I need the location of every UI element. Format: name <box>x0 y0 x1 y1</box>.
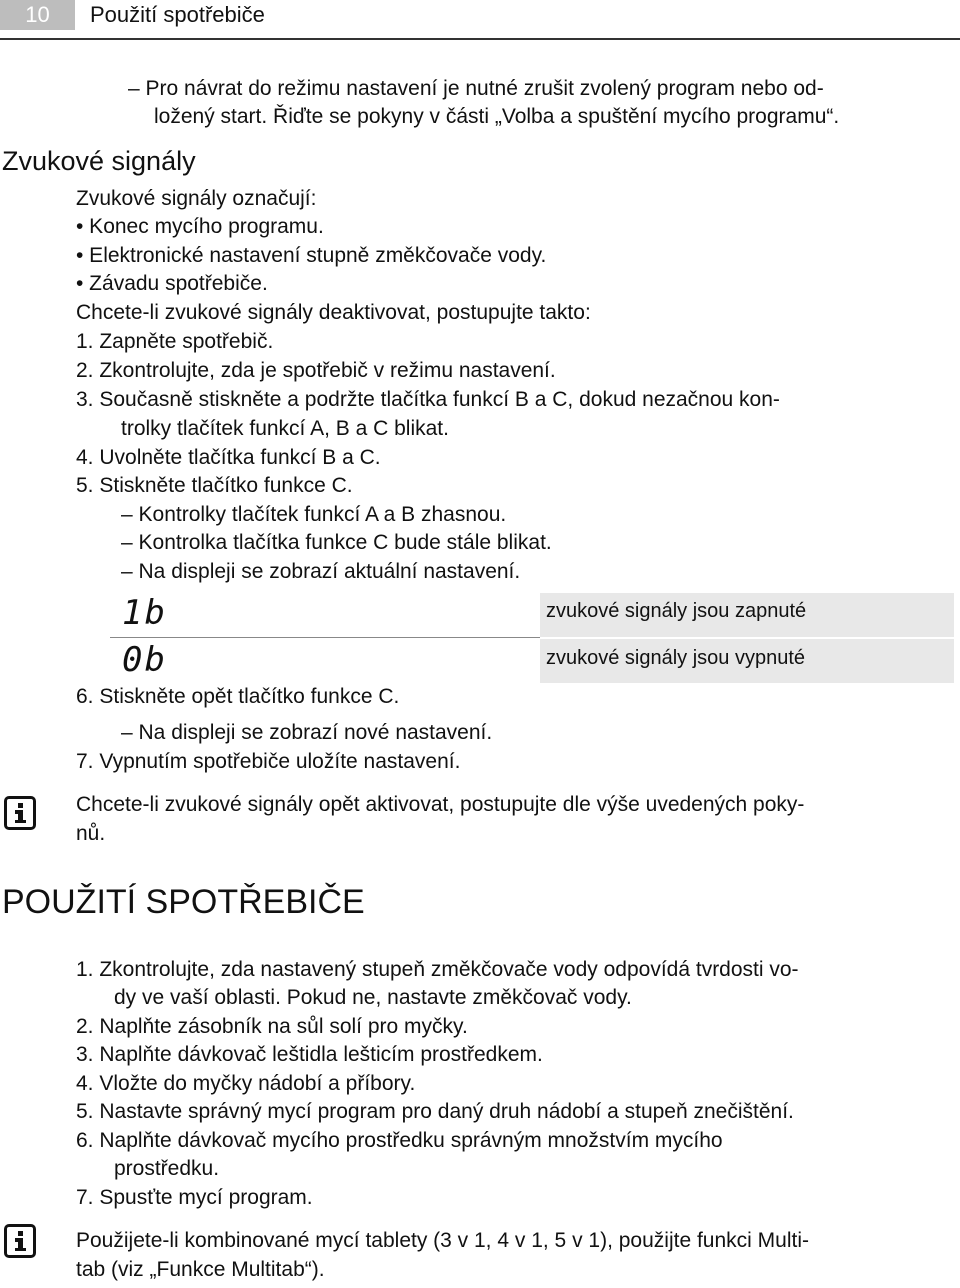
page-number: 10 <box>0 0 75 30</box>
display-desc-on: zvukové signály jsou zapnuté <box>546 600 807 622</box>
intro-line-2: ložený start. Řiďte se pokyny v části „Volba a spuštění mycího programu“. <box>154 105 840 128</box>
info-icon <box>4 1224 36 1258</box>
sound-step-5: 5. Stiskněte tlačítko funkce C. <box>76 474 353 497</box>
display-code-on: 1b <box>122 593 167 633</box>
sound-bullet-1: • Konec mycího programu. <box>76 215 324 238</box>
usage-step-6-line-2: prostředku. <box>114 1157 220 1180</box>
table-divider <box>110 637 540 638</box>
sound-step-1: 1. Zapněte spotřebič. <box>76 330 274 353</box>
sound-lead: Zvukové signály označují: <box>76 187 317 210</box>
display-desc-off: zvukové signály jsou vypnuté <box>546 647 806 669</box>
sound-step-7: 7. Vypnutím spotřebiče uložíte nastavení. <box>76 750 461 773</box>
sound-step-2: 2. Zkontrolujte, zda je spotřebič v režimu nastavení. <box>76 359 556 382</box>
display-code-off: 0b <box>122 640 167 680</box>
usage-step-5: 5. Nastavte správný mycí program pro daný druh nádobí a stupeň znečištění. <box>76 1100 794 1123</box>
sound-step-6: 6. Stiskněte opět tlačítko funkce C. <box>76 685 400 708</box>
sound-step-5-dash-2: – Kontrolka tlačítka funkce C bude stále blikat. <box>121 531 552 554</box>
running-header-title: Použití spotřebiče <box>90 2 265 27</box>
header-divider <box>0 38 960 40</box>
usage-step-6-line-1: 6. Naplňte dávkovač mycího prostředku správným množstvím mycího <box>76 1129 723 1152</box>
intro-line-1: – Pro návrat do režimu nastavení je nutné zrušit zvolený program nebo od- <box>128 77 824 100</box>
sound-step-6-dash: – Na displeji se zobrazí nové nastavení. <box>121 721 493 744</box>
usage-step-1-line-1: 1. Zkontrolujte, zda nastavený stupeň změkčovače vody odpovídá tvrdosti vo- <box>76 958 799 981</box>
usage-step-2: 2. Naplňte zásobník na sůl solí pro myčky. <box>76 1015 468 1038</box>
sound-step-4: 4. Uvolněte tlačítka funkcí B a C. <box>76 446 381 469</box>
sound-step-5-dash-1: – Kontrolky tlačítek funkcí A a B zhasnou. <box>121 503 507 526</box>
usage-step-7: 7. Spusťte mycí program. <box>76 1186 313 1209</box>
sound-bullet-2: • Elektronické nastavení stupně změkčovače vody. <box>76 244 547 267</box>
sound-bullet-3: • Závadu spotřebiče. <box>76 272 268 295</box>
usage-step-3: 3. Naplňte dávkovač leštidla lešticím prostředkem. <box>76 1043 543 1066</box>
sound-step-5-dash-3: – Na displeji se zobrazí aktuální nastavení. <box>121 560 521 583</box>
sound-note-line-2: nů. <box>76 822 106 845</box>
sound-step-3-line-1: 3. Současně stiskněte a podržte tlačítka funkcí B a C, dokud nezačnou kon- <box>76 388 780 411</box>
usage-step-1-line-2: dy ve vaší oblasti. Pokud ne, nastavte změkčovač vody. <box>114 986 632 1009</box>
sound-deactivate-intro: Chcete-li zvukové signály deaktivovat, postupujte takto: <box>76 301 591 324</box>
sound-note-line-1: Chcete-li zvukové signály opět aktivovat, postupujte dle výše uvedených poky- <box>76 793 805 816</box>
info-icon <box>4 796 36 830</box>
usage-step-4: 4. Vložte do myčky nádobí a příbory. <box>76 1072 416 1095</box>
sound-step-3-line-2: trolky tlačítek funkcí A, B a C blikat. <box>121 417 449 440</box>
section-heading-usage: POUŽITÍ SPOTŘEBIČE <box>2 883 365 921</box>
section-heading-sound: Zvukové signály <box>2 146 196 176</box>
usage-note-line-2: tab (viz „Funkce Multitab“). <box>76 1258 325 1281</box>
usage-note-line-1: Použijete-li kombinované mycí tablety (3 v 1, 4 v 1, 5 v 1), použijte funkci Multi- <box>76 1229 809 1252</box>
